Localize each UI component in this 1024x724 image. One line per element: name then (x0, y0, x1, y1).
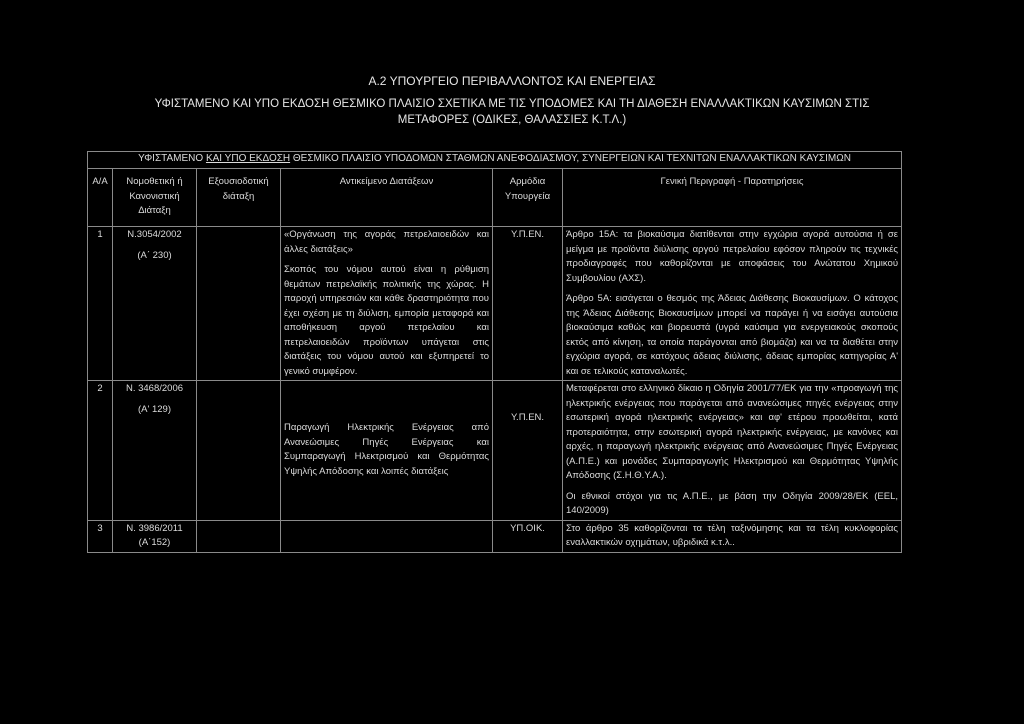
header-law: Νομοθετική ή Κανονιστική Διάταξη (113, 169, 197, 227)
section-title: Α.2 ΥΠΟΥΡΓΕΙΟ ΠΕΡΙΒΑΛΛΟΝΤΟΣ ΚΑΙ ΕΝΕΡΓΕΙΑΣ (368, 74, 656, 88)
table-subtitle: ΥΦΙΣΤΑΜΕΝΟ ΚΑΙ ΥΠΟ ΕΚΔΟΣΗ ΘΕΣΜΙΚΟ ΠΛΑΙΣΙΟ ΥΠΟΔΟΜΩΝ ΣΤΑΘΜΩΝ ΑΝΕΦΟΔΙΑΣΜΟΥ, ΣΥΝΕΡΓΕΙΩΝ ΚΑΙ ΤΕΧΝΙΤΩΝ ΕΝΑΛΛΑΚΤΙΚΩΝ ΚΑΥΣΙΜΩΝ (88, 152, 902, 169)
notes-text: Μεταφέρεται στο ελληνικό δίκαιο η Οδηγία 2001/77/ΕΚ για την «προαγωγή της ηλεκτρικής ενέργειας που παράγεται από ανανεώσιμες πηγές ενέργειας στην εσωτερική αγορά ηλεκτρικής ενέργειας» και αφ' ετέρου προωθείται, κατά προτεραιότητα, στην εσωτερική αγορά ηλεκτρικής ενέργειας, με κανόνες και αρχές, η παραγωγή ηλεκτρικής ενέργειας από Ανανεώσιμες Πηγές Ενέργειας (Α.Π.Ε.) και μονάδες Συμπαραγωγής Ηλεκτρισμού και Θερμότητας Υψηλής Απόδοσης (Σ.Η.Θ.Υ.Α.). Οι εθνικοί στόχοι για τις Α.Π.Ε., με βάση την Οδηγία 2009/28/ΕΚ (EEL, 140/2009) (563, 381, 902, 521)
authorizing-provision (197, 381, 281, 521)
law-reference: Ν. 3468/2006 (Α' 129) (113, 381, 197, 521)
notes-text: Άρθρο 15Α: τα βιοκαύσιμα διατίθενται στην εγχώρια αγορά αυτούσια ή σε μείγμα με προϊόντα διύλισης αργού πετρελαίου εφόσον πληρούν τις τεχνικές προδιαγραφές που καθορίζονται με αποφάσεις του Ανώτατου Χημικού Συμβουλίου (ΑΧΣ). Άρθρο 5Α: εισάγεται ο θεσμός της Άδειας Διάθεσης Βιοκαυσίμων. Ο κάτοχος της Άδειας Διάθεσης Βιοκαυσίμων μπορεί να παράγει ή να εισάγει αυτούσια βιοκαύσιμα καθώς και βιορευστά (υγρά καύσιμα για ενεργειακούς σκοπούς εκτός από κίνηση, τα οποία παράγονται από βιομάζα) και να τα διαθέτει στην εγχώρια αγορά, σε κατόχους άδειας διύλισης, άδειας εμπορίας κατηγορίας Α' και σε τελικούς καταναλωτές. (563, 227, 902, 381)
subject-text (281, 520, 493, 552)
ministry: Υ.Π.ΕΝ. (493, 227, 563, 381)
legislation-table (87, 151, 902, 553)
table-row (88, 520, 902, 552)
law-reference: Ν.3054/2002 (Α΄ 230) (113, 227, 197, 381)
authorizing-provision (197, 520, 281, 552)
header-notes: Γενική Περιγραφή - Παρατηρήσεις (563, 169, 902, 227)
ministry: ΥΠ.ΟΙΚ. (493, 520, 563, 552)
law-reference: Ν. 3986/2011 (Α΄152) (113, 520, 197, 552)
row-number: 2 (88, 381, 113, 521)
ministry: Υ.Π.ΕΝ. (493, 381, 563, 521)
header-authorizing-provision: Εξουσιοδοτική διάταξη (197, 169, 281, 227)
header-aa: Α/Α (88, 169, 113, 227)
header-ministry: Αρμόδια Υπουργεία (493, 169, 563, 227)
authorizing-provision (197, 227, 281, 381)
table-row (88, 227, 902, 381)
notes-text: Στο άρθρο 35 καθορίζονται τα τέλη ταξινόμησης και τα τέλη κυκλοφορίας εναλλακτικών οχημάτων, υβριδικά κ.τ.λ.. (563, 520, 902, 552)
header-subject: Αντικείμενο Διατάξεων (281, 169, 493, 227)
table-row (88, 381, 902, 521)
subject-text: Παραγωγή Ηλεκτρικής Ενέργειας από Ανανεώσιμες Πηγές Ενέργειας και Συμπαραγωγή Ηλεκτρισμού και Θερμότητας Υψηλής Απόδοσης και λοιπές διατάξεις (281, 381, 493, 521)
subtitle-underlined: ΚΑΙ ΥΠΟ ΕΚΔΟΣΗ (205, 153, 291, 164)
row-number: 3 (88, 520, 113, 552)
subject-text: «Οργάνωση της αγοράς πετρελαιοειδών και άλλες διατάξεις» Σκοπός του νόμου αυτού είναι η ρύθμιση θεμάτων πετρελαϊκής πολιτικής της χώρας. Η παροχή υπηρεσιών και κάθε δραστηριότητα που έχει σχέση με τη διύλιση, εμπορία μεταφορά και αποθήκευση αργού πετρελαίου και πετρελαιοειδών προϊόντων υπάγεται στις διατάξεις του νόμου αυτού και εξυπηρετεί το γενικό συμφέρον. (281, 227, 493, 381)
table-header-row (88, 169, 902, 227)
row-number: 1 (88, 227, 113, 381)
document-title-line-2: ΜΕΤΑΦΟΡΕΣ (ΟΔΙΚΕΣ, ΘΑΛΑΣΣΙΕΣ Κ.Τ.Λ.) (397, 114, 627, 126)
document-title-line-1: ΥΦΙΣΤΑΜΕΝΟ ΚΑΙ ΥΠΟ ΕΚΔΟΣΗ ΘΕΣΜΙΚΟ ΠΛΑΙΣΙΟ ΣΧΕΤΙΚΑ ΜΕ ΤΙΣ ΥΠΟΔΟΜΕΣ ΚΑΙ ΤΗ ΔΙΑΘΕΣΗ ΕΝΑΛΛΑΚΤΙΚΩΝ ΚΑΥΣΙΜΩΝ ΣΤΙΣ (154, 98, 870, 110)
